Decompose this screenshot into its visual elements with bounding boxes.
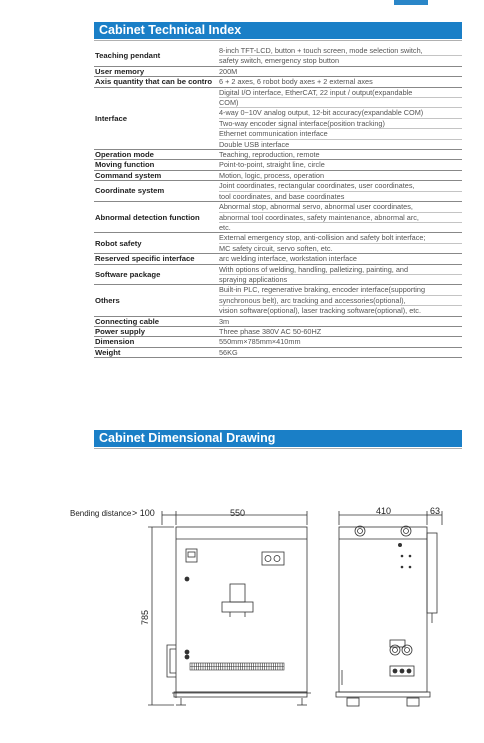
width-dimension: 550 [230,508,246,518]
spec-row [94,337,462,347]
spec-value-line: Motion, logic, process, operation [219,170,325,180]
spec-row [94,77,462,87]
spec-value [218,254,462,264]
spec-value-line: COM) [219,98,462,108]
side-offset-dimension: 63 [430,506,441,516]
spec-value-line: 8-inch TFT-LCD, button + touch screen, mode selection switch, [219,46,462,56]
spec-key: Power supply [95,326,145,336]
spec-value-line: abnormal tool coordinates, safety maintenance, abnormal arc, [219,213,462,223]
spec-row [94,254,462,264]
spec-value-line: 6 + 2 axes, 6 robot body axes + 2 external axes [219,77,373,87]
spec-value-line: spraying applications [219,274,288,284]
spec-value-line: arc welding interface, workstation interface [219,254,357,264]
spec-value-line: Joint coordinates, rectangular coordinates, user coordinates, [219,181,462,191]
spec-value-line: Double USB interface [219,139,290,149]
spec-value-line: Teaching, reproduction, remote [219,150,320,160]
spec-key: Operation mode [95,150,154,160]
bending-distance-value: > 100 [132,508,155,518]
spec-value-line: 200M [219,66,238,76]
spec-key: Abnormal detection function [95,212,200,222]
spec-value-line: 56KG [219,347,238,357]
spec-row [94,233,462,254]
spec-value-line: Point-to-point, straight line, circle [219,160,325,170]
spec-value-line: vision software(optional), laser tracking software(optional), etc. [219,306,421,316]
height-dimension: 785 [140,609,150,625]
spec-row [94,285,462,316]
spec-row [94,160,462,170]
spec-value-line: Ethernet communication interface [219,129,462,139]
side-view [336,511,442,706]
spec-value [218,264,462,285]
spec-key: Coordinate system [95,186,165,196]
section-title-dimensional-drawing: Cabinet Dimensional Drawing [94,430,462,447]
spec-value [218,181,462,202]
spec-row [94,347,462,357]
spec-value [218,87,462,149]
spec-value-line: Built-in PLC, regenerative braking, encoder interface(supporting [219,285,462,295]
bending-distance-label: Bending distance [70,509,132,518]
spec-value [218,170,462,180]
spec-key: Dimension [95,337,135,347]
spec-value-line: External emergency stop, anti-collision and safety bolt interface; [219,233,462,243]
section-divider [94,448,462,449]
spec-value [218,326,462,336]
spec-value-line: Abnormal stop, abnormal servo, abnormal user coordinates, [219,202,462,212]
spec-row [94,181,462,202]
spec-value-line: 3m [219,316,230,326]
spec-key: Interface [95,113,128,123]
spec-value-line: synchronous belt), arc tracking and accessories(optional), [219,296,462,306]
spec-value-line: 4-way 0~10V analog output, 12-bit accuracy(expandable COM) [219,108,462,118]
spec-value [218,77,462,87]
spec-table [94,46,462,358]
spec-key: User memory [95,66,145,76]
spec-value [218,150,462,160]
spec-value [218,46,462,66]
header-tab [394,0,428,5]
spec-key: Command system [95,170,162,180]
spec-value-line: 550mm×785mm×410mm [219,337,301,347]
spec-row [94,87,462,149]
spec-value [218,316,462,326]
spec-value [218,202,462,233]
spec-value-line: tool coordinates, and base coordinates [219,191,345,201]
spec-key: Connecting cable [95,316,160,326]
spec-value [218,337,462,347]
spec-value-line: MC safety circuit, servo soften, etc. [219,243,333,253]
spec-value [218,285,462,316]
spec-value-line: safety switch, emergency stop button [219,56,340,66]
spec-key: Software package [95,269,161,279]
depth-dimension: 410 [376,506,392,516]
spec-value [218,66,462,76]
spec-key: Others [95,295,120,305]
spec-row [94,326,462,336]
spec-value-line: With options of welding, handling, palletizing, painting, and [219,265,462,275]
spec-value-line: Two-way encoder signal interface(position tracking) [219,119,462,129]
spec-row [94,202,462,233]
spec-value [218,347,462,357]
spec-key: Weight [95,347,121,357]
spec-row [94,66,462,76]
spec-value-line: Digital I/O interface, EtherCAT, 22 input / output(expandable [219,88,462,98]
spec-value-line: Three phase 380V AC 50-60HZ [219,326,322,336]
spec-key: Teaching pendant [95,51,161,61]
section-divider [94,40,462,41]
spec-value-line: etc. [219,222,231,232]
spec-value [218,233,462,254]
spec-row [94,264,462,285]
spec-value [218,160,462,170]
spec-row [94,46,462,66]
spec-key: Axis quantity that can be contro [95,77,213,87]
spec-row [94,170,462,180]
front-view [148,511,311,705]
section-title-technical-index: Cabinet Technical Index [94,22,462,39]
spec-key: Robot safety [95,238,142,248]
cabinet-dimensional-drawing [64,505,474,725]
spec-row [94,316,462,326]
spec-key: Moving function [95,160,155,170]
spec-row [94,150,462,160]
spec-key: Reserved specific interface [95,254,195,264]
